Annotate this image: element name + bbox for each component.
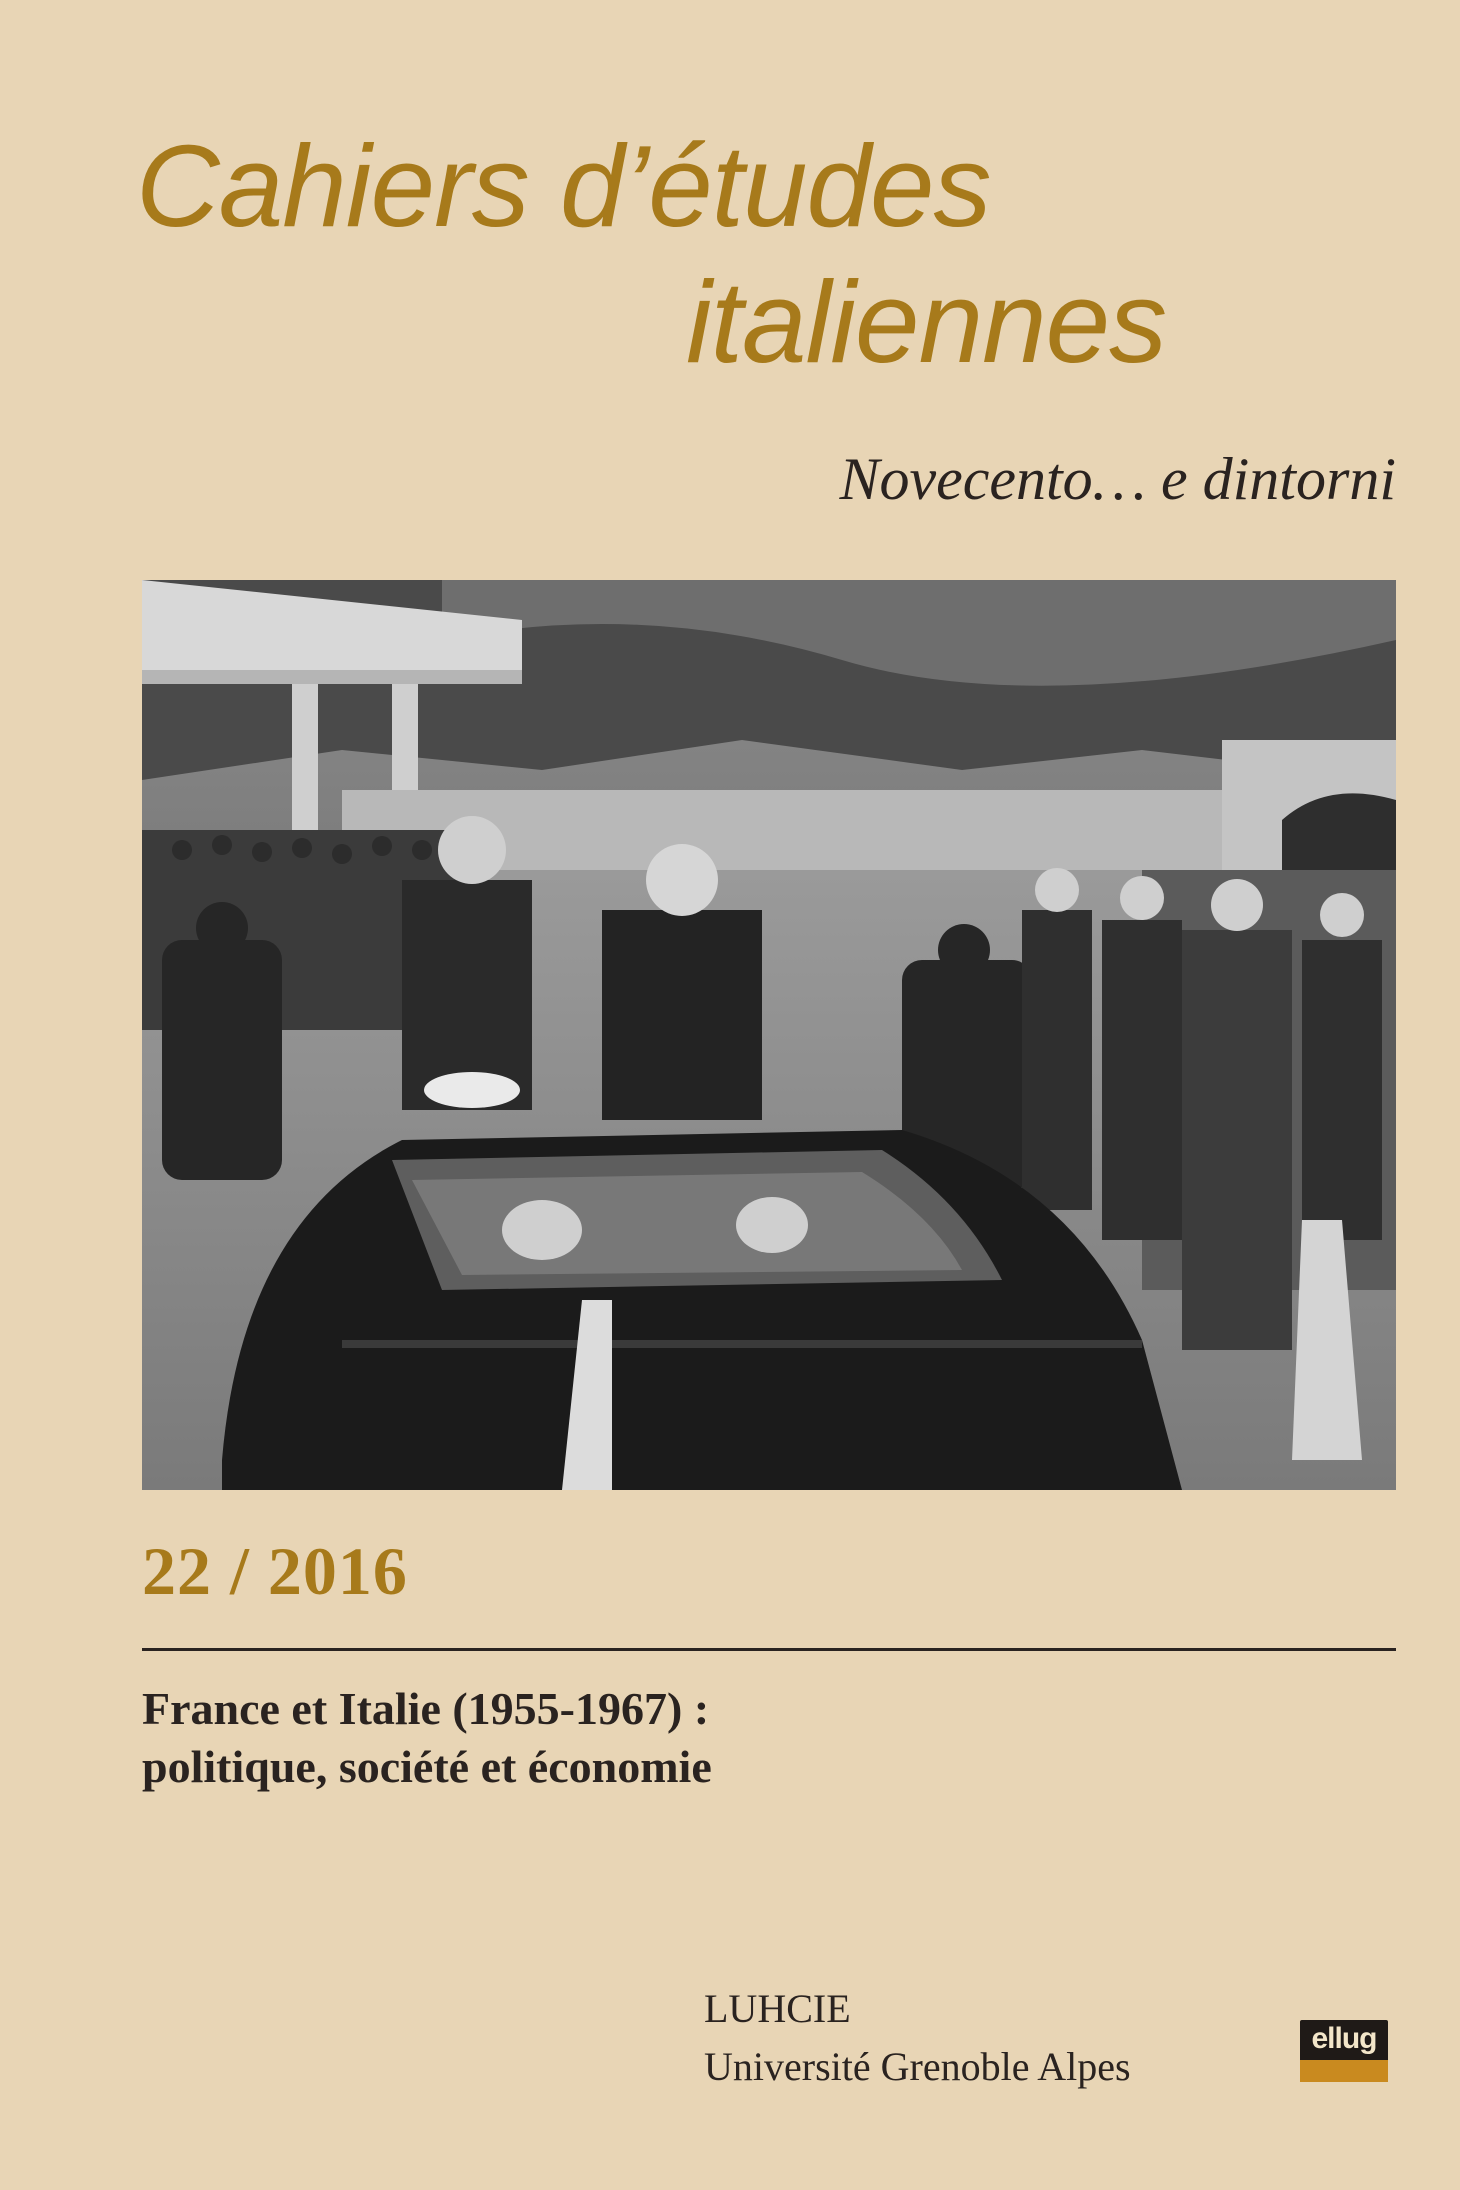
logo-band [1300, 2060, 1388, 2082]
issue-theme [142, 1680, 712, 1796]
divider-rule [142, 1648, 1396, 1651]
ellug-logo [1300, 2020, 1388, 2082]
publisher-university: Université Grenoble Alpes [704, 2044, 1131, 2089]
journal-title-line-2: italiennes [686, 257, 1167, 387]
journal-title [136, 118, 1396, 390]
issue-number: 22 / 2016 [142, 1533, 408, 1609]
cover-photograph-image [142, 580, 1396, 1490]
issue-theme-line-2: politique, société et économie [142, 1741, 712, 1792]
publisher-block [704, 1980, 1131, 2096]
journal-title-line-1: Cahiers d’études [136, 121, 991, 251]
logo-text: ellug [1311, 2022, 1377, 2055]
journal-subtitle: Novecento… e dintorni [839, 446, 1396, 512]
cover-photograph [142, 580, 1396, 1490]
issue-theme-line-1: France et Italie (1955-1967) : [142, 1683, 710, 1734]
publisher-lab: LUHCIE [704, 1986, 851, 2031]
